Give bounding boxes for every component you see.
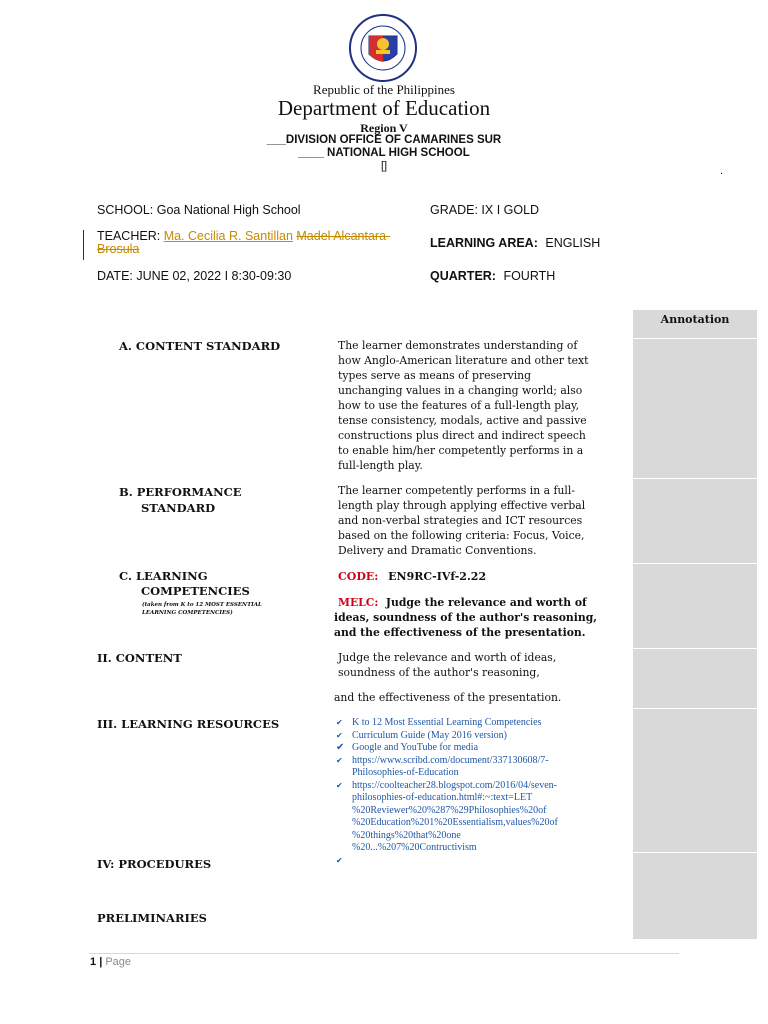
stray-dot: . [720,165,724,177]
date-label: DATE: [97,269,137,283]
quarter-field [430,269,555,283]
resource-link[interactable]: %20...%207%20Contructivism [352,842,477,853]
footer-separator: | [99,956,103,968]
annotation-header: Annotation [660,313,730,326]
list-item-continued [336,767,558,780]
annotation-divider [633,708,757,709]
content-standard-label: A. CONTENT STANDARD [119,339,281,353]
annotation-divider [633,478,757,479]
annotation-column [633,310,757,939]
date-value: JUNE 02, 2022 I 8:30-09:30 [136,269,292,283]
grade-label: GRADE: [430,203,482,217]
text-line: based on the following criteria: Focus, Voice, [338,529,585,542]
checkmark-icon: ✔ [336,755,343,765]
text-line: Judge the relevance and worth of ideas, [338,651,557,664]
melc-line: and the effectiveness of the presentation. [334,626,586,639]
checkmark-icon: ✔ [336,730,343,740]
teacher-label: TEACHER: [97,229,164,243]
label-line: C. LEARNING [119,569,208,583]
list-item-continued [336,817,558,830]
performance-standard-label [119,484,242,516]
text-line: how to use the features of a full-length play, [338,399,580,412]
procedures-label: IV: PROCEDURES [97,857,212,871]
resource-link[interactable]: %20things%20that%20one [352,829,461,841]
text-line: Delivery and Dramatic Conventions. [338,544,537,557]
label-line: B. PERFORMANCE [119,485,242,499]
text-line: constructions plus direct and indirect speech [338,429,586,442]
note-line: (taken from K to 12 MOST ESSENTIAL [142,602,262,608]
annotation-divider [633,338,757,339]
code-value: EN9RC-IVf-2.22 [388,570,487,583]
school-value: Goa National High School [156,203,301,217]
code-label: CODE: [338,570,379,583]
resources-list [336,717,558,867]
content-label: II. CONTENT [97,651,182,665]
checkmark-icon: ✔ [336,780,343,790]
department-title: Department of Education [277,96,491,120]
learning-competencies-label [119,569,250,599]
list-item-continued [336,805,558,818]
page-footer [90,956,131,968]
grade-field [430,203,539,217]
edit-cursor-bar [83,230,84,260]
checkmark-icon: ✔ [336,742,345,753]
placeholder-brackets: [] [380,160,388,172]
annotation-divider [633,648,757,649]
text-line: The learner demonstrates understanding of [338,339,578,352]
deped-seal [338,14,428,82]
label-line: STANDARD [141,501,216,515]
note-line: LEARNING COMPETENCIES) [142,610,233,616]
text-line: to enable him/her competently performs in a [338,444,584,457]
region-line: Region V [360,121,408,135]
school-name-line: ____ NATIONAL HIGH SCHOOL [298,147,470,159]
text-line: The learner competently performs in a full- [338,484,575,497]
teacher-value[interactable]: Ma. Cecilia R. Santillan [163,229,293,243]
melc-text [334,595,597,640]
school-field [97,203,301,217]
resource-link[interactable]: https://coolteacher28.blogspot.com/2016/04/seven- [352,779,557,791]
text-line: types serve as means of preserving [338,369,532,382]
text-line: and non-verbal strategies and ICT resources [338,514,583,527]
list-item [336,730,558,743]
text-line: tense consistency, modals, active and passive [338,414,587,427]
annotation-divider [633,563,757,564]
melc-label: MELC: [338,596,379,609]
footer-rule [89,953,679,954]
content-text-continued: and the effectiveness of the presentation. [334,691,562,704]
page-number: 1 [90,956,97,968]
performance-standard-text [338,483,585,558]
content-standard-text [338,338,588,473]
list-item-continued [336,842,558,855]
resource-link[interactable]: Philosophies-of-Education [352,767,459,778]
melc-line: ideas, soundness of the author's reasoning, [334,611,598,624]
division-line: ___DIVISION OFFICE OF CAMARINES SUR [266,134,502,146]
learning-area-field [430,236,600,250]
learning-resources-label: III. LEARNING RESOURCES [97,717,280,731]
quarter-value: FOURTH [503,269,556,283]
list-item [336,755,558,768]
content-text [338,650,556,680]
date-field [97,269,291,283]
code-line [338,570,486,583]
grade-value: IX I GOLD [481,203,540,217]
learning-area-value: ENGLISH [545,236,601,250]
list-item-continued [336,792,558,805]
teacher-struck-surname: Brosula [97,242,140,256]
text-line: soundness of the author's reasoning, [338,666,540,679]
list-item-continued [336,830,558,843]
competencies-note [142,601,262,617]
checkmark-icon: ✔ [336,718,343,727]
learning-area-label: LEARNING AREA: [430,236,538,250]
list-item-empty [336,855,558,868]
checkmark-icon: ✔ [336,855,343,865]
annotation-divider [633,852,757,853]
resource-text: Curriculum Guide (May 2016 version) [352,729,507,741]
list-item [336,780,558,793]
page-label: Page [105,956,132,968]
list-item [336,717,558,730]
label-line: COMPETENCIES [141,584,250,598]
republic-line: Republic of the Philippines [313,82,455,97]
school-label: SCHOOL: [97,203,157,217]
list-item [336,742,558,755]
resource-text: Google and YouTube for media [352,742,479,753]
resource-link[interactable]: %20Reviewer%20%287%29Philosophies%20of [352,804,547,816]
text-line: full-length play. [338,459,423,472]
teacher-field [97,230,407,256]
resource-link[interactable]: https://www.scribd.com/document/337130608/7- [352,754,549,766]
text-line: unchanging values in a changing world; also [338,384,583,397]
teacher-struck-name: Madel Alcantara- [296,229,391,243]
text-line: how Anglo-American literature and other text [338,354,589,367]
resource-link[interactable]: philosophies-of-education.html#:~:text=LET [352,792,533,803]
resource-link[interactable]: %20Education%201%20Essentialism,values%20of [352,817,558,828]
resource-text: K to 12 Most Essential Learning Competencies [352,717,542,728]
quarter-label: QUARTER: [430,269,496,283]
preliminaries-label: PRELIMINARIES [97,911,207,925]
melc-line: Judge the relevance and worth of [385,596,587,609]
text-line: length play through applying effective verbal [338,499,586,512]
